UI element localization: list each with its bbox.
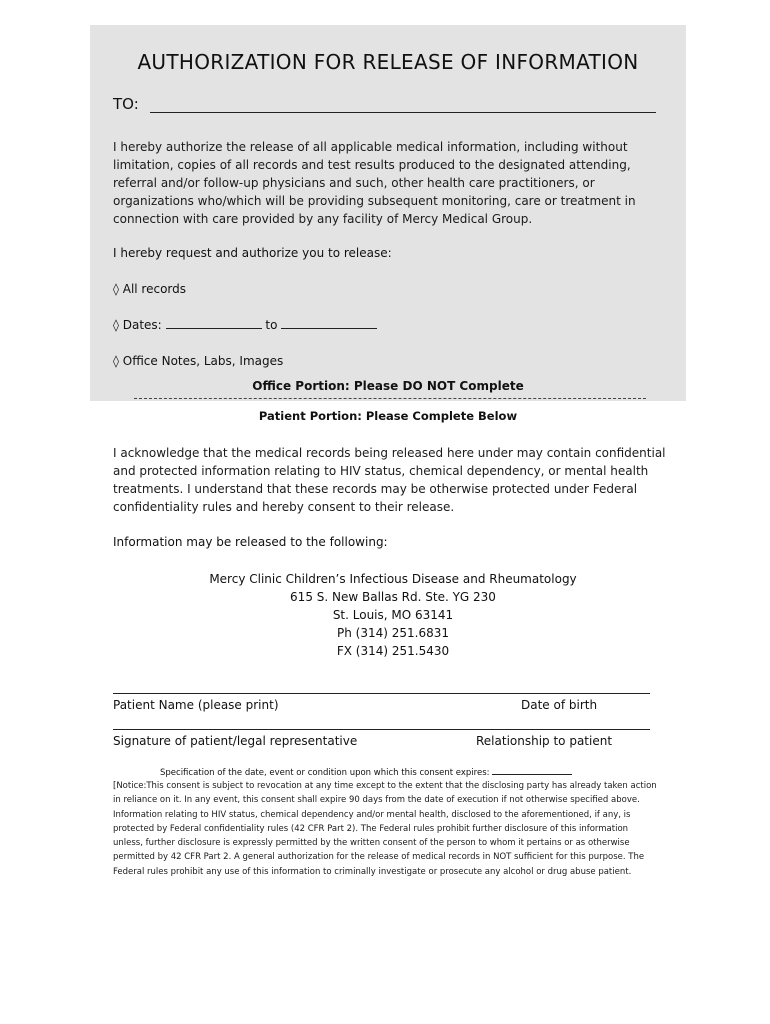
clinic-street: 615 S. New Ballas Rd. Ste. YG 230 [290,590,496,604]
authorization-paragraph: I hereby authorize the release of all applicable medical information, including without limitation, copies of all records and test results produced to the designated attending, referral and/or follow-up physicians and such, other health care practitioners, or organizations who/which will be providing subsequent monitoring, care or treatment in connection with care provided by any facility of Mercy Medical Group. [113,140,636,226]
document-title: AUTHORIZATION FOR RELEASE OF INFORMATION [137,50,639,74]
date-from-field[interactable] [166,318,262,329]
release-to-line: Information may be released to the following: [113,535,388,549]
clinic-city: St. Louis, MO 63141 [332,608,454,622]
signature-line[interactable] [113,729,650,730]
to-recipient-line[interactable] [150,112,656,113]
expiration-line [160,766,572,778]
expiration-field[interactable] [492,766,572,775]
patient-name-label: Patient Name (please print) [113,698,279,712]
signature-label: Signature of patient/legal representative [113,734,358,748]
date-of-birth-label: Date of birth [521,698,598,712]
notice-paragraph: [Notice:This consent is subject to revocation at any time except to the extent that the disclosing party has already taken action in reliance on it. In any event, this consent shall expire 90 days from the date of execution if not otherwise specified above. Information relating to HIV status, chemical dependency and/or mental health, disclosed to the aforementioned, if any, is protected by Federal confidentiality rules (42 CFR Part 2). The Federal rules prohibit further disclosure of this information unless, further disclosure is expressly permitted by the written consent of the person to whom it pertains or as otherwise permitted by 42 CFR Part 2. A general authorization for the release of medical records in NOT sufficient for this purpose. The Federal rules prohibit any use of this information to criminally investigate or prosecute any alcohol or drug abuse patient. [113,781,657,877]
option-dates-label: ◊ Dates: [113,318,162,332]
patient-name-line[interactable] [113,693,650,694]
clinic-phone: Ph (314) 251.6831 [337,626,449,640]
date-to-field[interactable] [281,318,377,329]
acknowledge-paragraph: I acknowledge that the medical records being released here under may contain confidential and protected information relating to HIV status, chemical dependency, or mental health treatments. I understand that these records may be otherwise protected under Federal confidentiality rules and hereby consent to their release. [113,446,666,514]
relationship-label: Relationship to patient [476,734,613,748]
patient-portion-heading: Patient Portion: Please Complete Below [258,409,518,423]
option-dates[interactable] [113,318,377,332]
office-portion-heading: Office Portion: Please DO NOT Complete [252,379,524,393]
clinic-address [113,570,673,660]
option-office-notes[interactable]: ◊ Office Notes, Labs, Images [113,354,284,368]
section-divider [134,398,646,399]
request-line: I hereby request and authorize you to release: [113,246,392,260]
option-dates-to: to [265,318,278,332]
to-label: TO: [113,95,139,113]
expiration-text: Specification of the date, event or condition upon which this consent expires: [160,768,490,778]
option-all-records[interactable]: ◊ All records [113,282,187,296]
clinic-fax: FX (314) 251.5430 [336,644,450,658]
clinic-name: Mercy Clinic Children’s Infectious Disease and Rheumatology [209,572,577,586]
